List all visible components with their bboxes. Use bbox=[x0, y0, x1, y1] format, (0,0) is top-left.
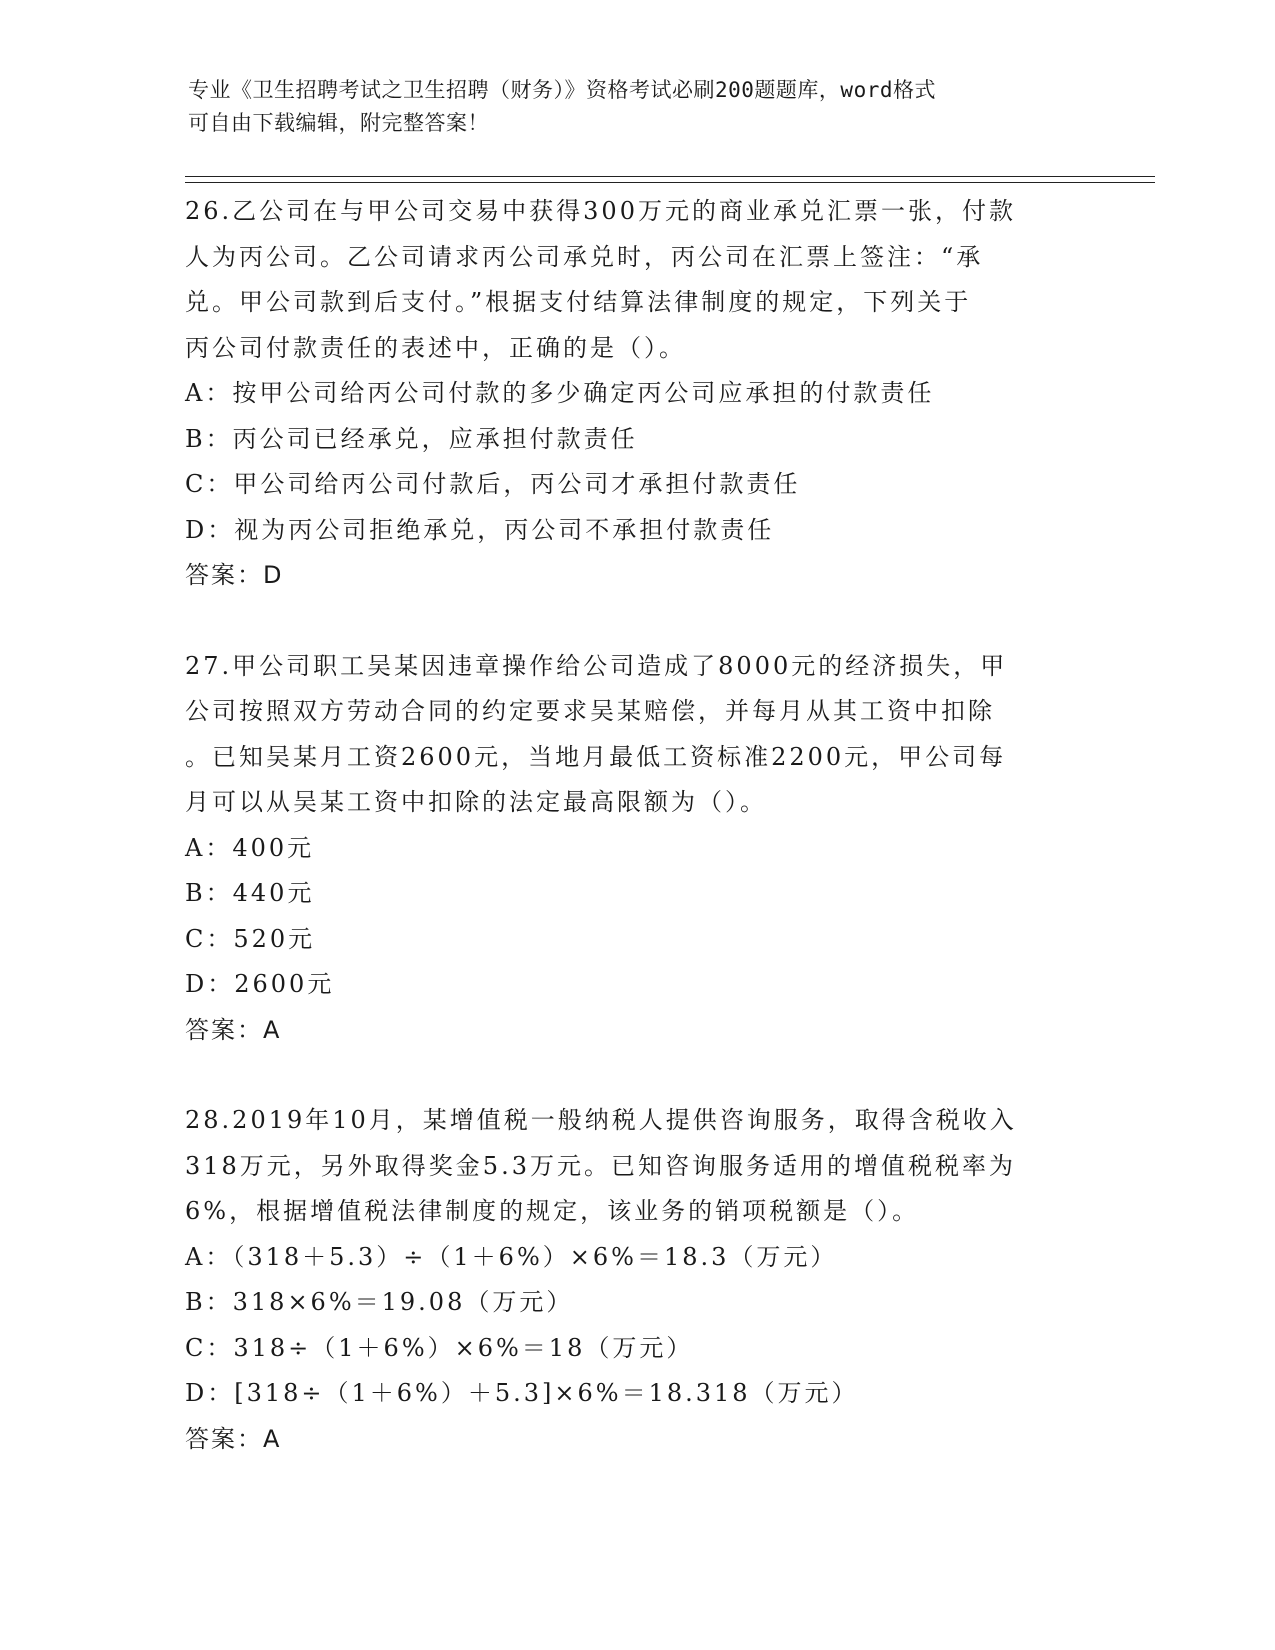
option-b: B：丙公司已经承兑，应承担付款责任 bbox=[185, 424, 638, 453]
question-text-line: 27.甲公司职工吴某因违章操作给公司造成了8000元的经济损失，甲 bbox=[185, 651, 1008, 680]
option-b: B：318×6%＝19.08（万元） bbox=[185, 1288, 574, 1316]
option-a: A：（318＋5.3）÷（1＋6%）×6%＝18.3（万元） bbox=[185, 1242, 838, 1271]
header-line-1: 专业《卫生招聘考试之卫生招聘（财务）》资格考试必刷200题题库，word格式 bbox=[188, 78, 936, 102]
option-c: C：甲公司给丙公司付款后，丙公司才承担付款责任 bbox=[185, 470, 801, 498]
question-text-line: 26.乙公司在与甲公司交易中获得300万元的商业承兑汇票一张，付款 bbox=[185, 197, 1016, 225]
header-divider-top bbox=[185, 176, 1155, 177]
question-text-line: 人为丙公司。乙公司请求丙公司承兑时，丙公司在汇票上签注：“承 bbox=[185, 242, 984, 271]
question-text-line: 月可以从吴某工资中扣除的法定最高限额为（）。 bbox=[185, 788, 767, 816]
question-spacer bbox=[185, 599, 1085, 644]
option-c: C：520元 bbox=[185, 924, 316, 953]
document-header bbox=[188, 74, 1068, 140]
question-text-line: 公司按照双方劳动合同的约定要求吴某赔偿，并每月从其工资中扣除 bbox=[185, 697, 995, 725]
question-26 bbox=[185, 189, 1085, 599]
question-text-line: 兑。甲公司款到后支付。”根据支付结算法律制度的规定，下列关于 bbox=[185, 288, 972, 316]
option-a: A：按甲公司给丙公司付款的多少确定丙公司应承担的付款责任 bbox=[185, 379, 935, 407]
question-text-line: 6%，根据增值税法律制度的规定，该业务的销项税额是（）。 bbox=[185, 1197, 920, 1225]
question-text-line: 28.2019年10月，某增值税一般纳税人提供咨询服务，取得含税收入 bbox=[185, 1106, 1017, 1134]
option-d: D：视为丙公司拒绝承兑，丙公司不承担付款责任 bbox=[185, 515, 775, 544]
question-text-line: 丙公司付款责任的表述中，正确的是（）。 bbox=[185, 333, 686, 362]
question-list bbox=[185, 189, 1085, 1462]
option-d: D：2600元 bbox=[185, 970, 335, 998]
option-a: A：400元 bbox=[185, 833, 315, 862]
option-d: D：[318÷（1＋6%）＋5.3]×6%＝18.318（万元） bbox=[185, 1379, 859, 1407]
header-line-2: 可自由下载编辑，附完整答案！ bbox=[188, 111, 489, 135]
answer-line: 答案：D bbox=[185, 561, 284, 589]
question-text-line: 318万元，另外取得奖金5.3万元。已知咨询服务适用的增值税税率为 bbox=[185, 1151, 1016, 1180]
answer-line: 答案：A bbox=[185, 1424, 282, 1453]
question-27 bbox=[185, 644, 1085, 1054]
question-spacer bbox=[185, 1053, 1085, 1098]
option-c: C：318÷（1＋6%）×6%＝18（万元） bbox=[185, 1333, 694, 1362]
option-b: B：440元 bbox=[185, 879, 315, 907]
header-divider-bottom bbox=[185, 182, 1155, 183]
question-28 bbox=[185, 1098, 1085, 1462]
answer-line: 答案：A bbox=[185, 1015, 282, 1044]
question-text-line: 。已知吴某月工资2600元，当地月最低工资标准2200元，甲公司每 bbox=[185, 742, 1007, 771]
